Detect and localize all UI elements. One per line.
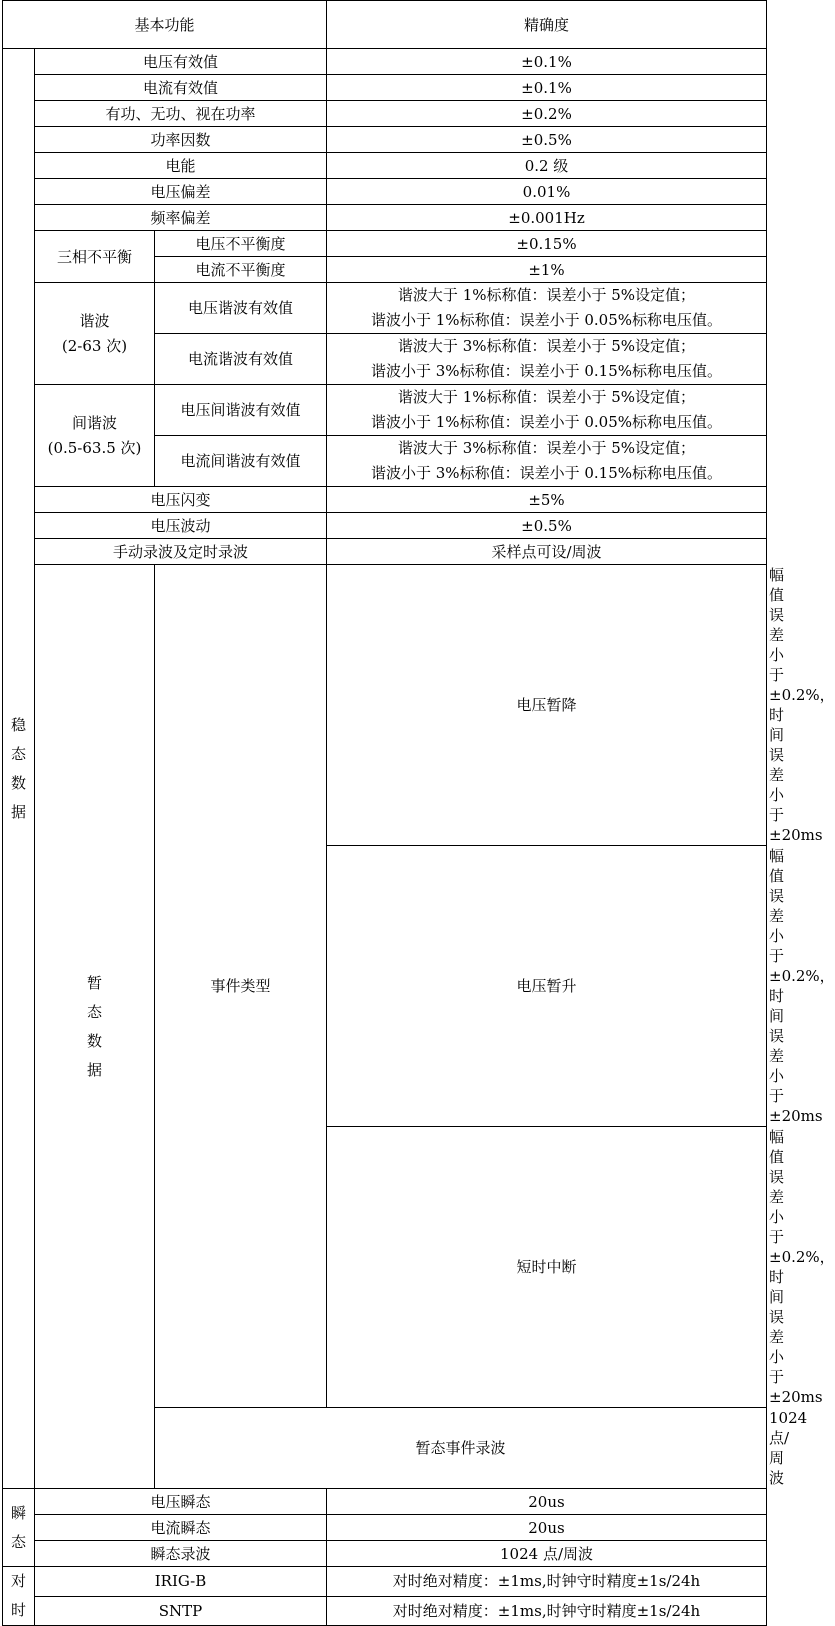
precision-cell [327, 283, 767, 334]
function-cell: 电压闪变 [35, 487, 327, 513]
precision-cell: ±0.5% [327, 513, 767, 539]
table-row: 电压暂升 幅值误差小于±0.2%，时间误差小于±20ms [3, 846, 767, 1127]
function-cell: 电流间谐波有效值 [155, 436, 327, 487]
category-timing [3, 1567, 35, 1626]
table-row [3, 179, 767, 205]
table-row [3, 127, 767, 153]
precision-cell [327, 334, 767, 385]
precision-cell: ±0.001Hz [327, 205, 767, 231]
precision-cell: ±0.2% [327, 101, 767, 127]
table-row [3, 1596, 767, 1626]
precision-cell: 20us [327, 1515, 767, 1541]
group-harmonic [35, 283, 155, 385]
precision-cell: 对时绝对精度：±1ms,时钟守时精度±1s/24h [327, 1596, 767, 1626]
table-row [3, 1489, 767, 1515]
precision-cell: 采样点可设/周波 [327, 539, 767, 565]
precision-cell: ±0.1% [327, 49, 767, 75]
precision-line: 谐波大于 1%标称值：误差小于 5%设定值； [397, 286, 696, 304]
function-cell: 电压谐波有效值 [155, 283, 327, 334]
table-row [3, 539, 767, 565]
precision-line: 谐波大于 3%标称值：误差小于 5%设定值； [397, 439, 696, 457]
table-row: 短时中断 幅值误差小于±0.2%，时间误差小于±20ms [3, 1127, 767, 1408]
function-cell: 电压不平衡度 [155, 231, 327, 257]
table-row [3, 385, 767, 436]
precision-cell: ±1% [327, 257, 767, 283]
precision-line: 谐波小于 3%标称值：误差小于 0.15%标称电压值。 [371, 464, 722, 482]
table-row [3, 283, 767, 334]
function-cell: 电压暂升 [327, 846, 767, 1127]
function-cell: 瞬态录波 [35, 1541, 327, 1567]
precision-line: 谐波大于 3%标称值：误差小于 5%设定值； [397, 337, 696, 355]
category-instant [3, 1489, 35, 1567]
function-cell: 电流不平衡度 [155, 257, 327, 283]
function-cell: 电压暂降 [327, 565, 767, 846]
table-row [3, 513, 767, 539]
function-cell: 功率因数 [35, 127, 327, 153]
table-header-row [3, 1, 767, 49]
table-row [3, 1567, 767, 1597]
table-row: 暂态数据 事件类型 电压暂降 幅值误差小于±0.2%，时间误差小于±20ms [3, 565, 767, 846]
precision-line: 谐波小于 1%标称值：误差小于 0.05%标称电压值。 [371, 413, 722, 431]
group-interharmonic [35, 385, 155, 487]
function-cell: 电压有效值 [35, 49, 327, 75]
function-cell: 电能 [35, 153, 327, 179]
precision-cell: ±0.15% [327, 231, 767, 257]
header-function: 基本功能 [3, 1, 327, 49]
precision-line: 谐波小于 3%标称值：误差小于 0.15%标称电压值。 [371, 362, 722, 380]
precision-line: 谐波大于 1%标称值：误差小于 5%设定值； [397, 388, 696, 406]
precision-cell: 1024 点/周波 [327, 1541, 767, 1567]
group-interharmonic-line2: (0.5-63.5 次) [47, 438, 142, 457]
function-cell: 电压波动 [35, 513, 327, 539]
function-cell: 电流瞬态 [35, 1515, 327, 1541]
function-cell: 暂态事件录波 [155, 1408, 767, 1489]
category-transient [35, 565, 155, 1489]
group-unbalance: 三相不平衡 [35, 231, 155, 283]
precision-cell: 20us [327, 1489, 767, 1515]
table-row [3, 1541, 767, 1567]
group-interharmonic-line1: 间谐波 [71, 413, 117, 432]
table-row: 暂态事件录波 1024 点/周波 [3, 1408, 767, 1489]
function-cell: 手动录波及定时录波 [35, 539, 327, 565]
group-event-type: 事件类型 [155, 565, 327, 1408]
function-cell: SNTP [35, 1596, 327, 1626]
precision-cell: ±0.5% [327, 127, 767, 153]
category-steady [3, 49, 35, 1489]
precision-cell: ±5% [327, 487, 767, 513]
table-row [3, 101, 767, 127]
precision-cell: 对时绝对精度：±1ms,时钟守时精度±1s/24h [327, 1567, 767, 1597]
function-cell: 短时中断 [327, 1127, 767, 1408]
precision-cell: 0.01% [327, 179, 767, 205]
function-cell: 电压间谐波有效值 [155, 385, 327, 436]
table-row [3, 1515, 767, 1541]
function-cell: 电流谐波有效值 [155, 334, 327, 385]
table-row [3, 231, 767, 257]
function-cell: 电压瞬态 [35, 1489, 327, 1515]
table-row [3, 49, 767, 75]
function-cell: 有功、无功、视在功率 [35, 101, 327, 127]
table-row [3, 487, 767, 513]
category-timing-label: 对时 [11, 1572, 27, 1619]
table-row [3, 75, 767, 101]
table-row [3, 153, 767, 179]
group-harmonic-line2: (2-63 次) [61, 336, 128, 355]
spec-table [2, 0, 835, 1626]
precision-line: 谐波小于 1%标称值：误差小于 0.05%标称电压值。 [371, 311, 722, 329]
function-cell: 电压偏差 [35, 179, 327, 205]
precision-cell [327, 436, 767, 487]
group-harmonic-line1: 谐波 [79, 311, 110, 330]
category-transient-label: 暂态数据 [87, 973, 103, 1079]
function-cell: 频率偏差 [35, 205, 327, 231]
precision-cell [327, 385, 767, 436]
category-instant-label: 瞬态 [11, 1503, 27, 1551]
precision-cell: ±0.1% [327, 75, 767, 101]
precision-cell: 0.2 级 [327, 153, 767, 179]
category-steady-label: 稳态数据 [11, 715, 27, 821]
function-cell: 电流有效值 [35, 75, 327, 101]
function-cell: IRIG-B [35, 1567, 327, 1597]
table-row [3, 205, 767, 231]
header-precision: 精确度 [327, 1, 767, 49]
